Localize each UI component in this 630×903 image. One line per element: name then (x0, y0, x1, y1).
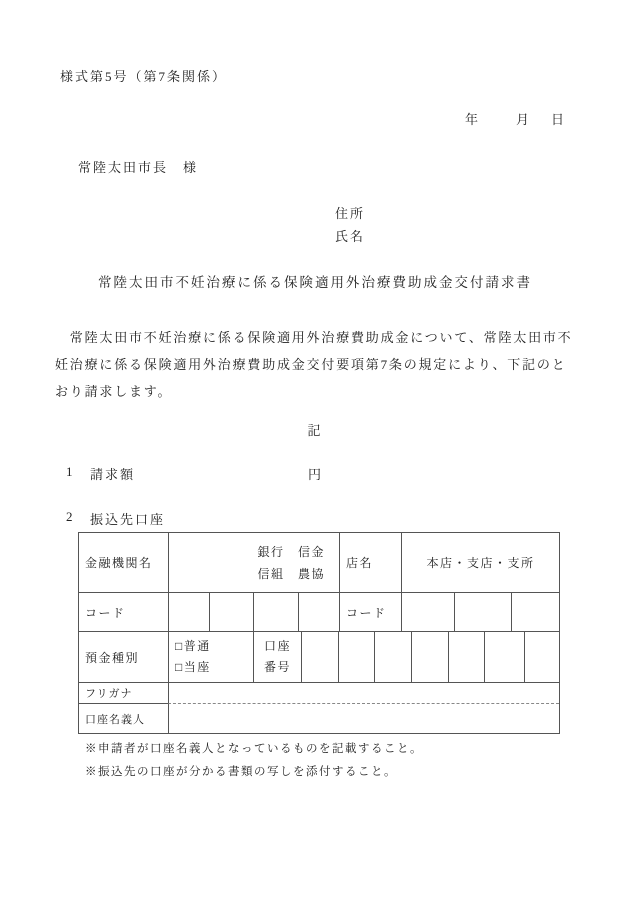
form-number: 様式第5号（第7条関係） (60, 69, 228, 84)
table-row-furigana (79, 682, 559, 704)
deposit-type-label-cell: 預金種別 (85, 650, 140, 665)
account-number-digit-cell (338, 632, 374, 682)
branch-name-label-cell: 店名 (339, 533, 401, 592)
bank-code-label-cell: コード (85, 605, 126, 620)
account-number-label-cell (253, 632, 301, 682)
day-label: 日 (551, 112, 565, 127)
account-number-digit-cell (448, 632, 484, 682)
body-paragraph (55, 324, 572, 405)
account-number-digit-cell (374, 632, 411, 682)
account-holder-input-cell (168, 704, 559, 733)
account-number-digit-cell (411, 632, 448, 682)
item1-number: 1 (66, 464, 75, 479)
institution-types-line1: 銀行 信金 (257, 544, 325, 559)
branch-code-digit-cell (454, 593, 511, 631)
year-label: 年 (465, 112, 479, 127)
account-number-digit-cell (524, 632, 559, 682)
document-title: 常陸太田市不妊治療に係る保険適用外治療費助成金交付請求書 (98, 275, 532, 290)
body-line-1: 常陸太田市不妊治療に係る保険適用外治療費助成金について、常陸太田市不 (55, 330, 573, 345)
bank-account-table (78, 532, 560, 734)
table-row-institution (79, 533, 559, 592)
item2-number: 2 (66, 509, 75, 524)
claim-amount-label: 請求額 (90, 467, 136, 482)
institution-types-line2: 信組 農協 (257, 566, 325, 581)
branch-code-label-cell: コード (339, 593, 401, 631)
branch-code-digit-cell (511, 593, 559, 631)
furigana-label-cell: フリガナ (79, 683, 168, 704)
address-label: 住所 (335, 206, 366, 221)
month-label: 月 (516, 112, 530, 127)
deposit-type-options-cell (168, 632, 253, 682)
table-row-deposit (79, 631, 559, 682)
current-deposit-checkbox-label: □当座 (175, 660, 211, 674)
bank-code-digit-cell (209, 593, 253, 631)
record-heading: 記 (307, 423, 323, 438)
account-number-label-line2: 番号 (263, 660, 291, 674)
branch-type-options-cell: 本店・支店・支所 (401, 533, 559, 592)
branch-code-digit-cell (401, 593, 454, 631)
table-row-codes (79, 592, 559, 631)
bank-code-digit-cell (168, 593, 209, 631)
account-holder-label-cell: 口座名義人 (85, 713, 145, 726)
yen-unit-label: 円 (308, 467, 324, 482)
financial-institution-label-cell: 金融機関名 (85, 556, 153, 570)
ordinary-deposit-checkbox-label: □普通 (175, 639, 211, 653)
bank-code-digit-cell (253, 593, 298, 631)
account-number-digit-cell (301, 632, 338, 682)
bank-account-section-label: 振込先口座 (90, 512, 166, 527)
addressee: 常陸太田市長 様 (78, 160, 199, 175)
institution-name-cell (168, 533, 339, 592)
footnote-attach-copy: ※振込先の口座が分かる書類の写しを添付すること。 (85, 766, 397, 778)
footnote-applicant-account: ※申請者が口座名義人となっているものを記載すること。 (85, 743, 423, 755)
furigana-input-cell (168, 683, 559, 704)
body-line-2: 妊治療に係る保険適用外治療費助成金交付要項第7条の規定により、下記のと (55, 357, 567, 372)
bank-code-digit-cell (298, 593, 339, 631)
account-number-label-line1: 口座 (263, 639, 291, 653)
body-line-3: おり請求します。 (55, 384, 173, 399)
table-row-account-holder (79, 704, 559, 733)
account-number-digit-cell (484, 632, 524, 682)
name-label: 氏名 (335, 229, 366, 244)
